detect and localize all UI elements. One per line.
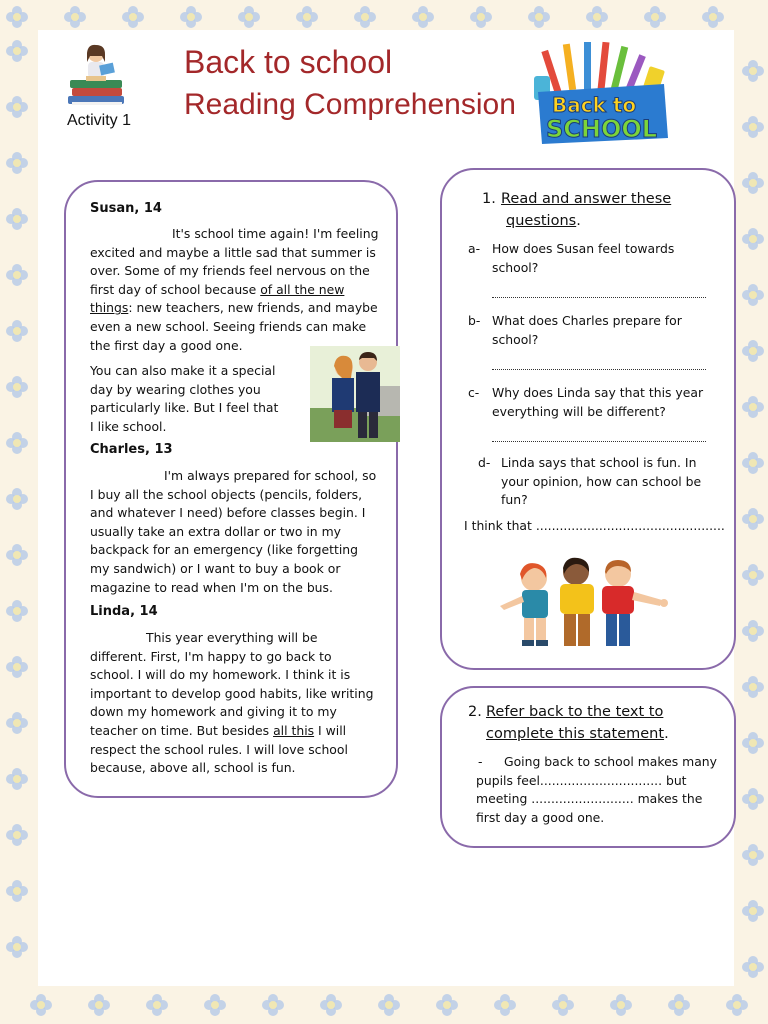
charles-line: my sandwich) or I want to buy a book or xyxy=(90,560,341,576)
charles-line: magazine to read when I'm on the bus. xyxy=(90,579,333,595)
flower-icon xyxy=(30,994,52,1016)
flower-icon xyxy=(6,880,28,902)
susan-paragraph-2 xyxy=(90,362,305,436)
flower-icon xyxy=(412,6,434,28)
answer-line-c[interactable] xyxy=(492,441,706,442)
statement-text xyxy=(476,753,722,827)
question-line: everything will be different? xyxy=(492,403,666,419)
charles-line: and whatever I need) before classes begin. I xyxy=(90,505,366,521)
susan-line: things: new teachers, new friends, and maybe xyxy=(90,300,378,316)
flower-icon xyxy=(586,6,608,28)
susan-line: excited and maybe a little sad that summer is xyxy=(90,244,376,260)
statement-number: 2. xyxy=(468,704,482,720)
flower-icon xyxy=(6,208,28,230)
children-illustration xyxy=(496,556,672,652)
susan-line: You can also make it a special xyxy=(90,363,276,378)
answer-prompt-d[interactable]: I think that ................................................ xyxy=(464,518,725,533)
susan-line: I like school. xyxy=(90,418,167,434)
question-d-text xyxy=(501,454,701,510)
flower-icon xyxy=(88,994,110,1016)
statement-heading-period: . xyxy=(664,726,669,742)
flower-icon xyxy=(6,96,28,118)
flower-icon xyxy=(726,994,748,1016)
linda-line: different. First, I'm happy to go back to xyxy=(90,648,332,664)
flower-icon xyxy=(6,320,28,342)
charles-line: I buy all the school objects (pencils, folders, xyxy=(90,486,363,502)
flower-icon xyxy=(528,6,550,28)
question-line: your opinion, how can school be xyxy=(501,473,702,489)
statement-blank-1[interactable]: pupils feel............................... but xyxy=(476,772,687,788)
susan-line: the first day a good one. xyxy=(90,337,243,353)
flower-icon xyxy=(742,564,764,586)
flower-icon xyxy=(354,6,376,28)
flower-icon xyxy=(742,788,764,810)
linda-line: down my homework and giving it to my xyxy=(90,704,337,720)
flower-icon xyxy=(6,936,28,958)
flower-icon xyxy=(320,994,342,1016)
flower-icon xyxy=(742,340,764,362)
charles-paragraph xyxy=(90,467,395,597)
teacher-reading-books-icon xyxy=(66,44,130,110)
question-a-text xyxy=(492,240,674,277)
statement-blank-2[interactable]: meeting .......................... makes the xyxy=(476,791,703,807)
flower-icon xyxy=(494,994,516,1016)
flower-icon xyxy=(742,956,764,978)
flower-icon xyxy=(6,656,28,678)
question-a-letter: a- xyxy=(468,241,481,256)
flower-icon xyxy=(436,994,458,1016)
question-c-text xyxy=(492,384,703,421)
susan-line: first day of school because of all the new xyxy=(90,281,345,297)
linda-line: important to develop good habits, like writing xyxy=(90,685,374,701)
back-to-school-logo xyxy=(528,40,674,146)
question-line: Linda says that school is fun. In xyxy=(501,455,697,470)
flower-icon xyxy=(742,172,764,194)
flower-icon xyxy=(644,6,666,28)
charles-line: I'm always prepared for school, so xyxy=(164,468,377,483)
flower-icon xyxy=(6,768,28,790)
underlined-phrase: things xyxy=(90,300,129,316)
linda-line: teacher on time. But besides all this I will xyxy=(90,722,347,738)
linda-line: respect the school rules. I will love school xyxy=(90,741,348,757)
svg-text:SCHOOL: SCHOOL xyxy=(546,115,658,143)
page-title: Back to school xyxy=(184,44,393,80)
susan-line: It's school time again! I'm feeling xyxy=(172,226,379,241)
charles-line: backpack for an emergency (like forgetting xyxy=(90,542,359,558)
flower-icon xyxy=(742,676,764,698)
susan-paragraph xyxy=(90,225,395,355)
flower-icon xyxy=(6,264,28,286)
flower-icon xyxy=(742,228,764,250)
flower-icon xyxy=(470,6,492,28)
questions-heading-period: . xyxy=(576,213,581,229)
questions-heading: Read and answer these xyxy=(501,191,672,207)
students-illustration xyxy=(310,346,400,442)
flower-icon xyxy=(742,508,764,530)
flower-icon xyxy=(742,396,764,418)
page-subtitle: Reading Comprehension xyxy=(184,88,516,121)
linda-line: because, above all, school is fun. xyxy=(90,760,296,776)
flower-icon xyxy=(6,432,28,454)
susan-name: Susan, 14 xyxy=(90,201,162,216)
flower-icon xyxy=(742,620,764,642)
question-line: school? xyxy=(492,331,539,347)
answer-line-b[interactable] xyxy=(492,369,706,370)
flower-icon xyxy=(6,6,28,28)
statement-bullet: - xyxy=(478,754,483,769)
linda-line xyxy=(90,629,395,648)
question-b-letter: b- xyxy=(468,313,481,328)
activity-label: Activity 1 xyxy=(67,112,132,129)
underlined-phrase: of all the new xyxy=(260,281,345,297)
susan-line: even a new school. Seeing friends can make xyxy=(90,318,367,334)
questions-heading-line2 xyxy=(506,210,581,232)
flower-icon xyxy=(552,994,574,1016)
linda-line: school. I will do my homework. I think it is xyxy=(90,667,351,683)
answer-line-a[interactable] xyxy=(492,297,706,298)
statement-heading: Refer back to the text to xyxy=(486,704,664,720)
question-line: What does Charles prepare for xyxy=(492,313,682,328)
question-line: school? xyxy=(492,259,539,275)
flower-icon xyxy=(6,824,28,846)
question-line: Why does Linda say that this year xyxy=(492,385,704,400)
flower-icon xyxy=(6,152,28,174)
flower-icon xyxy=(742,116,764,138)
flower-icon xyxy=(6,40,28,62)
linda-line-text: This year everything will be xyxy=(146,630,318,645)
charles-name: Charles, 13 xyxy=(90,442,173,457)
flower-icon xyxy=(204,994,226,1016)
flower-icon xyxy=(6,712,28,734)
questions-number: 1. xyxy=(482,191,496,207)
susan-line: day by wearing clothes you xyxy=(90,381,261,397)
question-c-letter: c- xyxy=(468,385,480,400)
flower-icon xyxy=(668,994,690,1016)
charles-line: usually take an extra dollar or two in my xyxy=(90,523,341,539)
flower-icon xyxy=(702,6,724,28)
flower-icon xyxy=(64,6,86,28)
flower-icon xyxy=(6,488,28,510)
statement-heading-line2 xyxy=(486,723,669,745)
question-d-letter: d- xyxy=(478,455,491,470)
flower-icon xyxy=(180,6,202,28)
flower-icon xyxy=(742,284,764,306)
flower-icon xyxy=(742,60,764,82)
flower-icon xyxy=(378,994,400,1016)
flower-icon xyxy=(6,600,28,622)
question-b-text xyxy=(492,312,682,349)
linda-name: Linda, 14 xyxy=(90,604,158,619)
question-line: fun? xyxy=(501,492,528,508)
susan-line: over. Some of my friends feel nervous on the xyxy=(90,263,370,279)
linda-paragraph xyxy=(90,629,395,778)
statement-line: first day a good one. xyxy=(476,809,605,825)
flower-icon xyxy=(6,544,28,566)
flower-icon xyxy=(146,994,168,1016)
flower-icon xyxy=(262,994,284,1016)
flower-icon xyxy=(742,732,764,754)
questions-heading-text: questions xyxy=(506,213,577,229)
flower-icon xyxy=(6,376,28,398)
flower-icon xyxy=(742,844,764,866)
flower-icon xyxy=(610,994,632,1016)
svg-text:Back to: Back to xyxy=(552,93,637,117)
flower-icon xyxy=(296,6,318,28)
flower-icon xyxy=(742,900,764,922)
statement-line: Going back to school makes many xyxy=(504,754,717,769)
statement-heading-text: complete this statement xyxy=(486,726,665,742)
flower-icon xyxy=(742,452,764,474)
flower-icon xyxy=(122,6,144,28)
underlined-phrase: all this xyxy=(273,722,315,738)
susan-line: particularly like. But I feel that xyxy=(90,400,279,416)
flower-icon xyxy=(238,6,260,28)
question-line: How does Susan feel towards xyxy=(492,241,675,256)
